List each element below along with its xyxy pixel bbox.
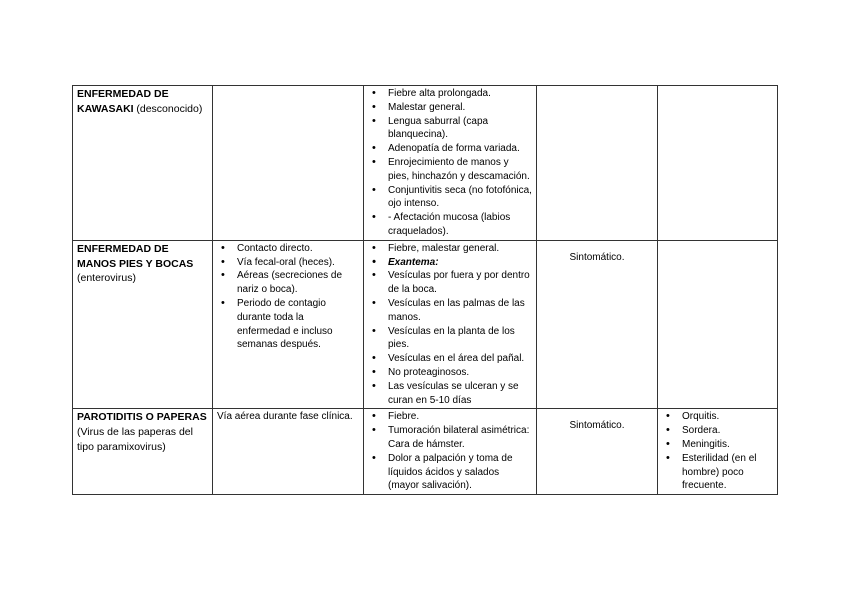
- disease-name: ENFERMEDAD DE MANOS PIES Y BOCAS: [77, 242, 194, 270]
- list-item: • Tumoración bilateral asimétrica: Cara de hámster.: [368, 424, 532, 452]
- disease-name-cell: [73, 409, 213, 495]
- list-item: • Vía fecal-oral (heces).: [217, 256, 359, 270]
- list-item: • Contacto directo.: [217, 242, 359, 256]
- symptoms-list: [368, 242, 532, 408]
- symptoms-cell: [364, 409, 537, 495]
- symptoms-cell: [364, 240, 537, 409]
- transmission-cell: [213, 86, 364, 241]
- list-item: • Meningitis.: [662, 438, 773, 452]
- transmission-list: [217, 242, 359, 352]
- list-item: • Fiebre.: [368, 410, 532, 424]
- list-item: • Las vesículas se ulceran y se curan en 5-10 días: [368, 380, 532, 408]
- list-item: • Fiebre alta prolongada.: [368, 87, 532, 101]
- disease-cause: (desconocido): [136, 102, 203, 115]
- disease-name-cell: [73, 86, 213, 241]
- list-item: • Orquitis.: [662, 410, 773, 424]
- disease-table: [72, 85, 778, 495]
- list-item: • Aéreas (secreciones de nariz o boca).: [217, 269, 359, 297]
- disease-name-cell: [73, 240, 213, 409]
- treatment-cell: [537, 86, 658, 241]
- complications-cell: [658, 86, 778, 241]
- disease-name: ENFERMEDAD DE KAWASAKI: [77, 88, 169, 115]
- list-item: • Periodo de contagio durante toda la enfermedad e incluso semanas después.: [217, 297, 359, 352]
- disease-cause: (Virus de las paperas del tipo paramixovirus): [77, 426, 193, 453]
- disease-name: PAROTIDITIS O PAPERAS: [77, 411, 207, 424]
- list-item: • Adenopatía de forma variada.: [368, 142, 532, 156]
- transmission-cell: Vía aérea durante fase clínica.: [213, 409, 364, 495]
- symptoms-cell: [364, 86, 537, 241]
- list-item: • - Afectación mucosa (labios craquelados).: [368, 211, 532, 239]
- list-item: • Exantema:: [368, 256, 532, 270]
- symptoms-list: [368, 87, 532, 239]
- list-item: • Malestar general.: [368, 101, 532, 115]
- table-row-manos-pies-bocas: [73, 240, 778, 409]
- list-item: • Lengua saburral (capa blanquecina).: [368, 115, 532, 143]
- treatment-cell: Sintomático.: [537, 409, 658, 495]
- list-item: • Sordera.: [662, 424, 773, 438]
- list-item: • Fiebre, malestar general.: [368, 242, 532, 256]
- list-item: • No proteaginosos.: [368, 366, 532, 380]
- treatment-cell: Sintomático.: [537, 240, 658, 409]
- list-item: • Vesículas en las palmas de las manos.: [368, 297, 532, 325]
- list-item: • Vesículas en la planta de los pies.: [368, 325, 532, 353]
- transmission-cell: [213, 240, 364, 409]
- list-item: • Esterilidad (en el hombre) poco frecuente.: [662, 452, 773, 493]
- disease-cause: (enterovirus): [77, 272, 136, 285]
- symptoms-list: [368, 410, 532, 493]
- list-item: • Vesículas en el área del pañal.: [368, 352, 532, 366]
- table-row-parotiditis: [73, 409, 778, 495]
- list-item: • Conjuntivitis seca (no fotofónica, ojo intenso.: [368, 184, 532, 212]
- complications-cell: [658, 240, 778, 409]
- list-item: • Enrojecimiento de manos y pies, hinchazón y descamación.: [368, 156, 532, 184]
- table-row-kawasaki: [73, 86, 778, 241]
- complications-cell: [658, 409, 778, 495]
- list-item: • Vesículas por fuera y por dentro de la boca.: [368, 269, 532, 297]
- list-item: • Dolor a palpación y toma de líquidos ácidos y salados (mayor salivación).: [368, 452, 532, 493]
- complications-list: [662, 410, 773, 493]
